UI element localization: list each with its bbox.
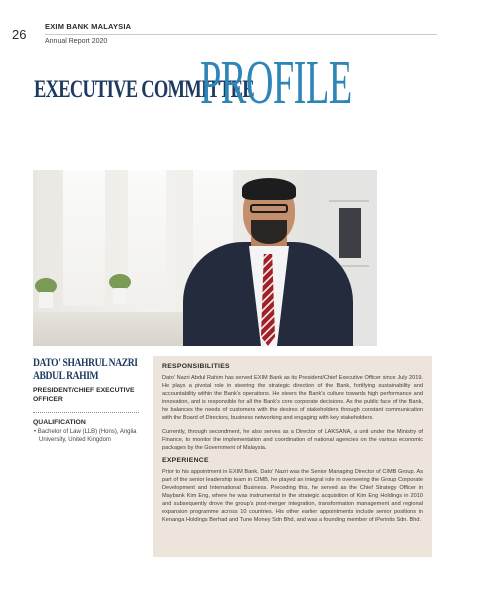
- page-number: 26: [12, 27, 27, 42]
- page-title-accent: PROFILE: [200, 49, 352, 117]
- responsibilities-heading: RESPONSIBILITIES: [162, 363, 230, 370]
- bank-name: EXIM BANK MALAYSIA: [45, 22, 132, 31]
- page-title: EXECUTIVE COMMITTEE: [34, 76, 254, 103]
- experience-paragraph: Prior to his appointment in EXIM Bank, Dato' Nazri was the Senior Managing Director of CIMB Group. As part of the senior leadership team in CIMB, he played an integral role in overseeing the Group Corporate Development and International Business. Preceding this, he served as the Chief Strategy Officer in Maybank Kim Eng, where he was instrumental in the strategic acquisition of Kim Eng Holdings in 2010 and subsequently drove the group's post-merger integration, transformation management and regional expansion programme across 10 countries. His other earlier appointments include senior positions in Kenanga Holdings Berhad and Tune Money Sdn Bhd, and was a founding member of iPerintis Sdn. Bhd.: [162, 468, 423, 524]
- background-window: [63, 170, 105, 306]
- plant-pot: [113, 288, 127, 304]
- plant-pot: [39, 292, 53, 308]
- person-name: [33, 356, 141, 382]
- experience-heading: EXPERIENCE: [162, 456, 209, 464]
- header-rule: [45, 34, 437, 35]
- person-role: PRESIDENT/CHIEF EXECUTIVE OFFICER: [33, 387, 135, 403]
- profile-sidebar: [33, 356, 141, 444]
- cabinet-shelf: [329, 200, 369, 202]
- dotted-divider: [33, 412, 139, 413]
- responsibilities-paragraph: Dato' Nazri Abdul Rahim has served EXIM Bank as its President/Chief Executive Officer since July 2019. He plays a pivotal role in steering the strategic direction of the Bank, fortifying sustainability and accountability within the Bank's operations. He steers the Bank's culture towards high performance and innovation, and is responsible for all the Bank's core corporate decisions. As the public face of the Bank, he balances the needs of customers with the desires of stakeholders through constant communication with the Board of Directors, business networking and engaging with key stakeholders.: [162, 375, 423, 422]
- person-name-line2: ABDUL RAHIM: [33, 368, 99, 382]
- background-window: [128, 170, 166, 306]
- person-hair: [242, 178, 296, 200]
- cabinet-box: [339, 208, 361, 258]
- portrait-photo: [33, 170, 377, 346]
- qualification-item: • Bachelor of Law (LLB) (Hons), Anglia University, United Kingdom: [34, 429, 137, 443]
- person-name-line1: DATO' SHAHRUL NAZRI: [33, 355, 138, 369]
- report-title: Annual Report 2020: [45, 38, 108, 45]
- qualification-text: Bachelor of Law (LLB) (Hons), Anglia University, United Kingdom: [37, 429, 137, 443]
- info-panel: [153, 356, 432, 557]
- person-beard: [251, 220, 287, 244]
- person-glasses: [250, 204, 288, 213]
- qualification-heading: QUALIFICATION: [33, 419, 86, 426]
- responsibilities-paragraph: Currently, through secondment, he also serves as a Director of LAKSANA, a unit under the Ministry of Finance, to monitor the implementation and coordination of national agencies on the various economic packages by the Government of Malaysia.: [162, 428, 423, 451]
